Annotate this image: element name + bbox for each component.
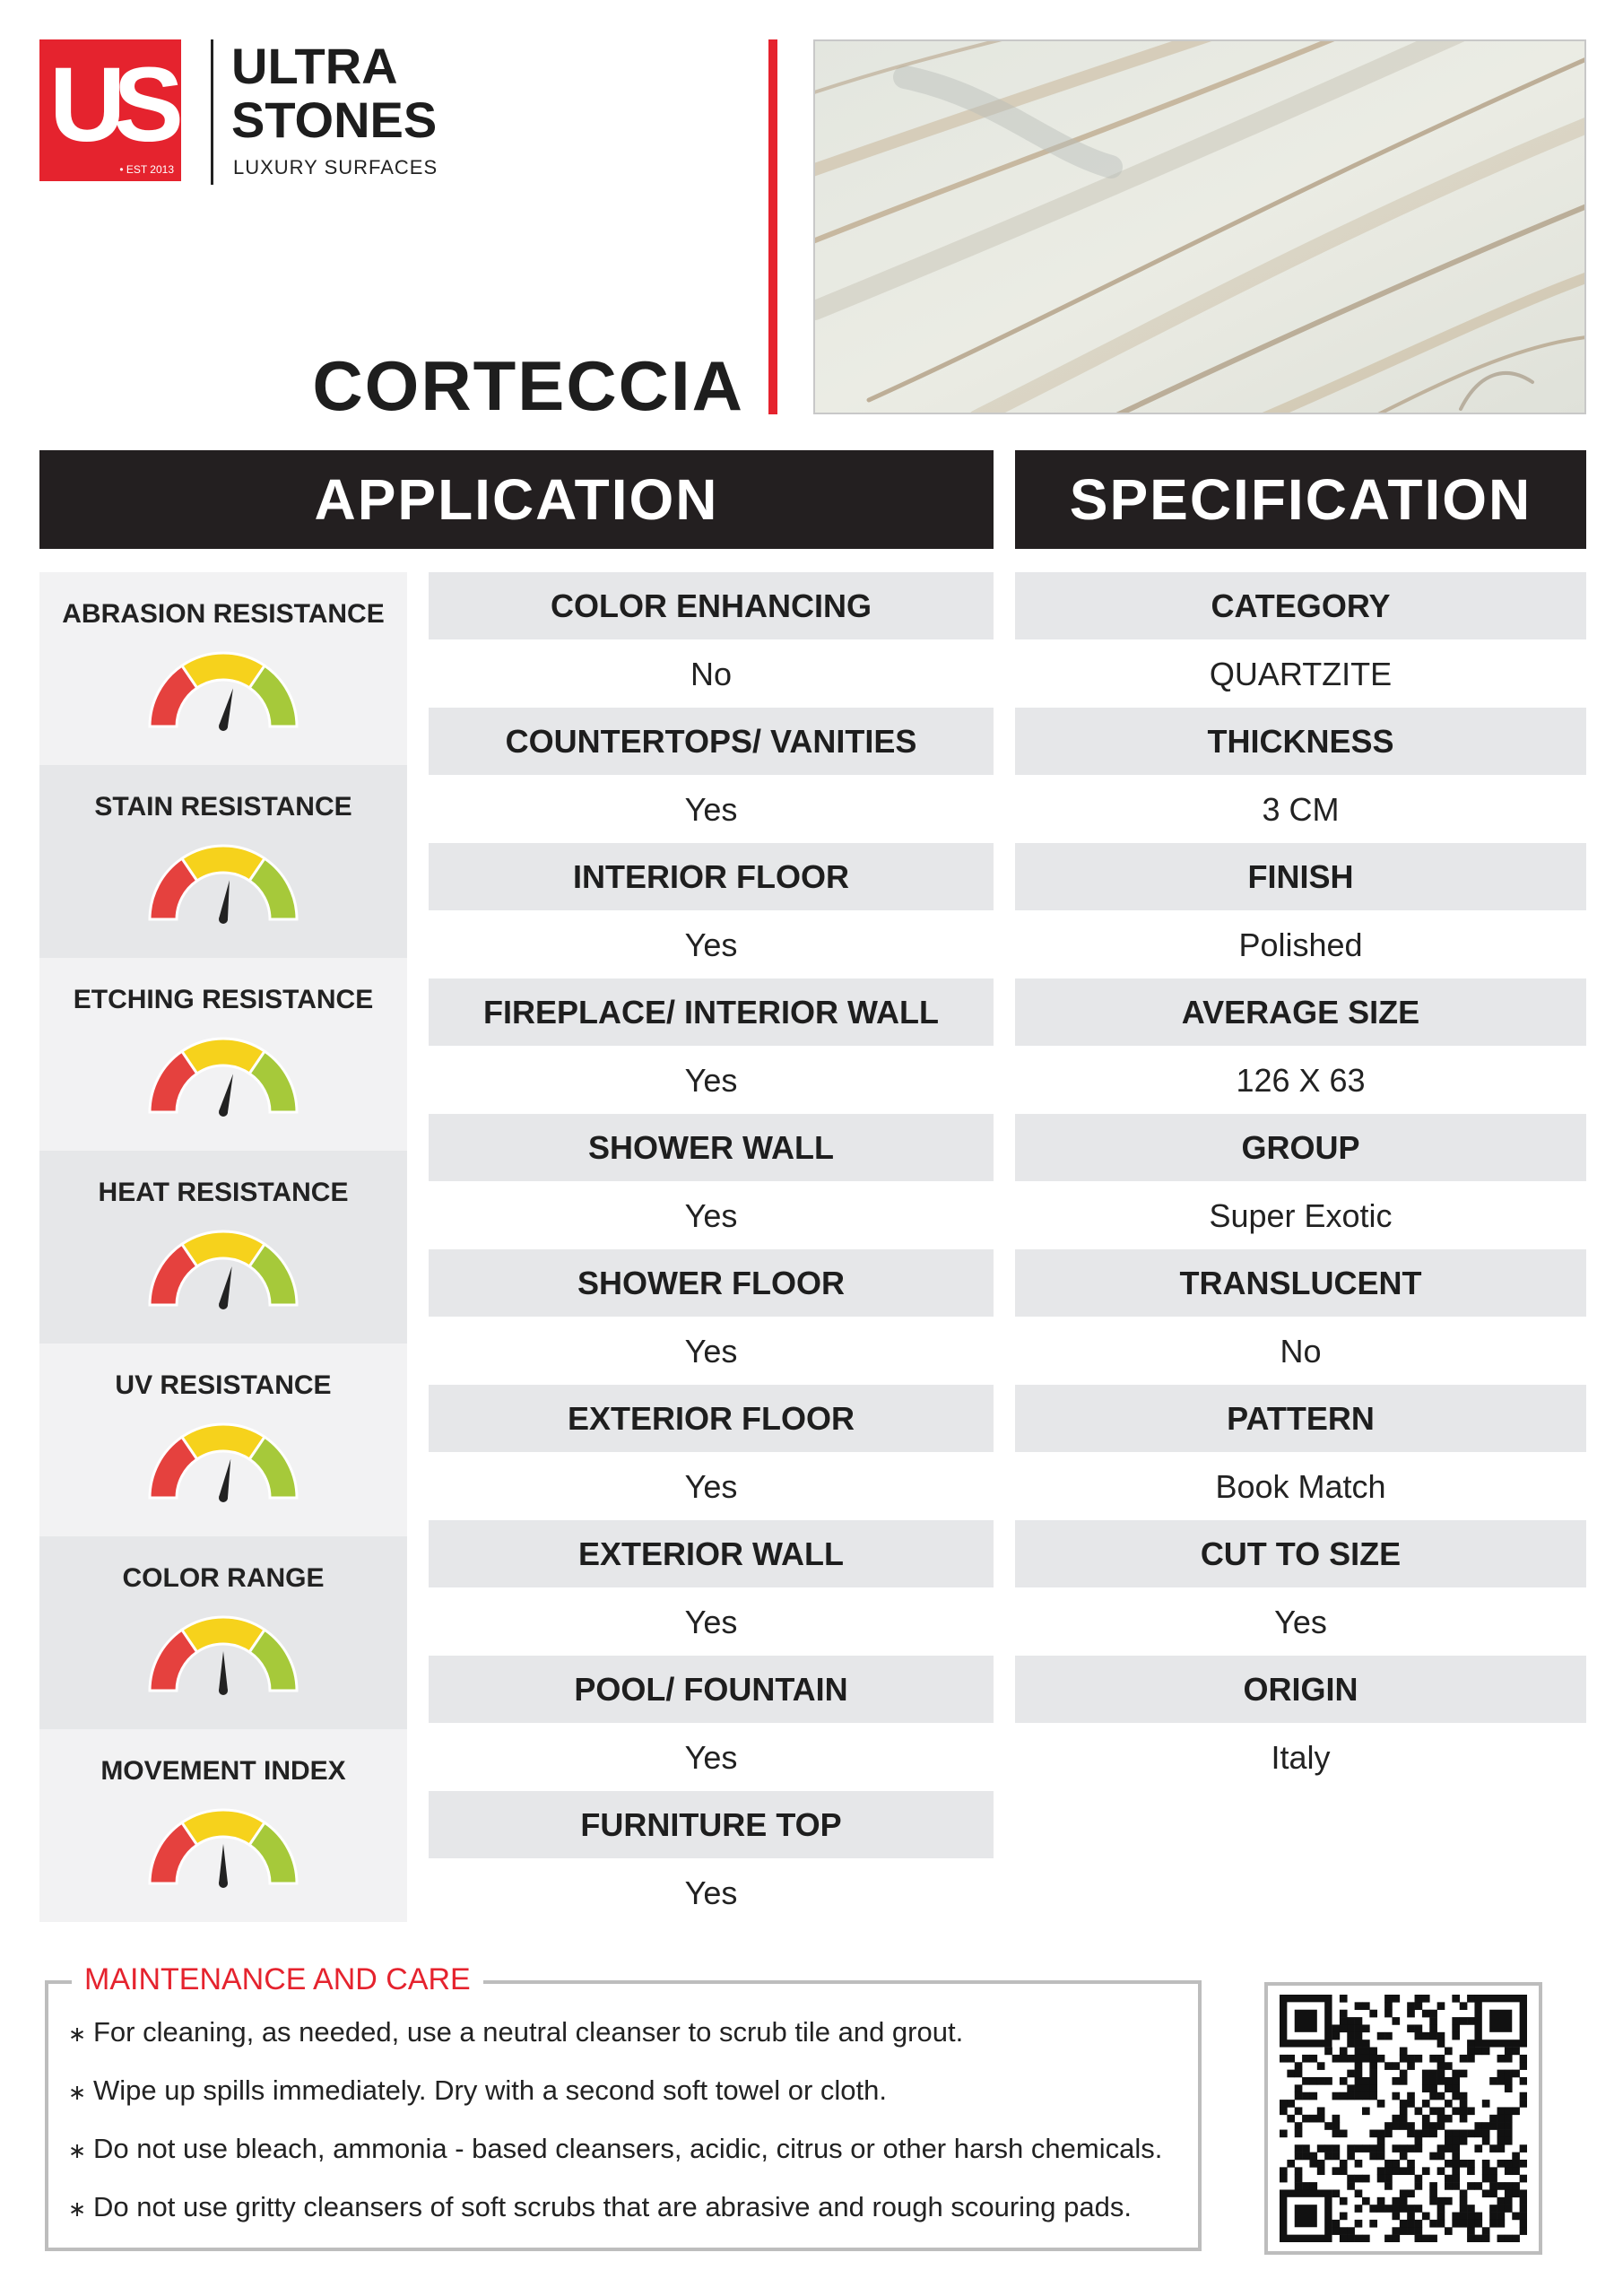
- maintenance-item: [68, 2016, 963, 2048]
- gauge-hub: [219, 1879, 228, 1888]
- gauge-cell: [39, 765, 407, 958]
- gauge-needle: [219, 1651, 228, 1691]
- specification-header: SPECIFICATION: [1015, 450, 1586, 549]
- gauge-cell: [39, 1344, 407, 1536]
- gauge-hub: [219, 1493, 228, 1502]
- gauge-hub: [219, 1300, 228, 1309]
- application-row-value: Yes: [429, 1859, 994, 1926]
- gauge-cell: [39, 958, 407, 1151]
- qr-code-image: [1280, 1995, 1527, 2242]
- specification-row-value: Italy: [1015, 1724, 1586, 1791]
- gauge-needle: [219, 1266, 231, 1306]
- maintenance-item-text: Wipe up spills immediately. Dry with a second soft towel or cloth.: [93, 2074, 887, 2106]
- specification-row-name: AVERAGE SIZE: [1015, 978, 1586, 1046]
- gauge-needle: [219, 688, 233, 727]
- application-header: APPLICATION: [39, 450, 994, 549]
- gauge-meter-icon: [147, 1610, 299, 1700]
- application-row-name: COLOR ENHANCING: [429, 572, 994, 639]
- application-row-value: Yes: [429, 1182, 994, 1249]
- qr-code-frame: [1264, 1982, 1542, 2255]
- gauge-hub: [219, 1686, 228, 1695]
- application-row-value: Yes: [429, 776, 994, 843]
- logo-established: • EST 2013: [119, 163, 174, 176]
- gauge-hub: [219, 915, 228, 924]
- maintenance-item-text: Do not use gritty cleansers of soft scrubs that are abrasive and rough scouring pads.: [93, 2191, 1132, 2222]
- gauge-label: UV RESISTANCE: [115, 1370, 332, 1400]
- gauge-hub: [219, 722, 228, 731]
- gauge-meter-icon: [147, 1224, 299, 1314]
- brand-divider: [211, 39, 213, 185]
- specification-row-value: QUARTZITE: [1015, 640, 1586, 708]
- gauge-cell: [39, 572, 407, 765]
- specification-row-value: 3 CM: [1015, 776, 1586, 843]
- application-row-name: SHOWER FLOOR: [429, 1249, 994, 1317]
- brand-name-line1: ULTRA: [231, 38, 398, 94]
- application-row-name: SHOWER WALL: [429, 1114, 994, 1181]
- specification-row-name: CATEGORY: [1015, 572, 1586, 639]
- brand-tagline: LUXURY SURFACES: [233, 156, 438, 178]
- gauge-meter-icon: [147, 1417, 299, 1507]
- maintenance-item: [68, 2074, 887, 2107]
- gauge-label: ABRASION RESISTANCE: [62, 599, 385, 629]
- gauge-cell: [39, 1536, 407, 1729]
- gauge-needle: [219, 1074, 233, 1113]
- stone-sample-image: [813, 39, 1586, 414]
- specification-row-value: Yes: [1015, 1588, 1586, 1656]
- application-row-name: FURNITURE TOP: [429, 1791, 994, 1858]
- gauge-meter-icon: [147, 1031, 299, 1121]
- accent-bar: [768, 39, 777, 414]
- application-row-name: INTERIOR FLOOR: [429, 843, 994, 910]
- product-name: CORTECCIA: [312, 346, 744, 425]
- gauge-meter-icon: [147, 646, 299, 735]
- specification-row-name: PATTERN: [1015, 1385, 1586, 1452]
- bullet-star-icon: ∗: [68, 2197, 87, 2222]
- bullet-star-icon: ∗: [68, 2022, 87, 2047]
- application-row-value: Yes: [429, 1047, 994, 1114]
- application-row-value: Yes: [429, 911, 994, 978]
- maintenance-title: MAINTENANCE AND CARE: [72, 1962, 483, 1997]
- specification-row-name: TRANSLUCENT: [1015, 1249, 1586, 1317]
- gauge-cell: [39, 1151, 407, 1344]
- application-row-name: EXTERIOR FLOOR: [429, 1385, 994, 1452]
- gauge-needle: [219, 1844, 228, 1883]
- specification-row-value: Polished: [1015, 911, 1586, 978]
- specification-row-value: Super Exotic: [1015, 1182, 1586, 1249]
- specification-row-value: Book Match: [1015, 1453, 1586, 1520]
- specification-row-value: No: [1015, 1318, 1586, 1385]
- gauge-label: COLOR RANGE: [122, 1563, 325, 1593]
- maintenance-item-text: For cleaning, as needed, use a neutral cleanser to scrub tile and grout.: [93, 2016, 964, 2048]
- gauge-meter-icon: [147, 1803, 299, 1892]
- application-row-value: Yes: [429, 1318, 994, 1385]
- gauge-label: HEAT RESISTANCE: [98, 1178, 349, 1207]
- specification-row-name: THICKNESS: [1015, 708, 1586, 775]
- brand-logo: [39, 39, 181, 181]
- application-row-value: No: [429, 640, 994, 708]
- specification-row-name: CUT TO SIZE: [1015, 1520, 1586, 1587]
- application-row-name: POOL/ FOUNTAIN: [429, 1656, 994, 1723]
- maintenance-item: [68, 2191, 1132, 2223]
- gauge-label: ETCHING RESISTANCE: [73, 985, 374, 1014]
- application-row-name: FIREPLACE/ INTERIOR WALL: [429, 978, 994, 1046]
- gauge-meter-icon: [147, 839, 299, 928]
- gauge-label: STAIN RESISTANCE: [94, 792, 352, 822]
- application-row-name: COUNTERTOPS/ VANITIES: [429, 708, 994, 775]
- specification-row-name: GROUP: [1015, 1114, 1586, 1181]
- logo-mark: US: [49, 46, 171, 164]
- bullet-star-icon: ∗: [68, 2139, 87, 2163]
- application-row-value: Yes: [429, 1453, 994, 1520]
- application-row-name: EXTERIOR WALL: [429, 1520, 994, 1587]
- application-row-value: Yes: [429, 1588, 994, 1656]
- gauge-needle: [219, 881, 230, 920]
- bullet-star-icon: ∗: [68, 2081, 87, 2105]
- maintenance-item-text: Do not use bleach, ammonia - based cleansers, acidic, citrus or other harsh chemicals.: [93, 2133, 1163, 2164]
- gauge-needle: [219, 1459, 230, 1499]
- specification-row-name: ORIGIN: [1015, 1656, 1586, 1723]
- specification-row-value: 126 X 63: [1015, 1047, 1586, 1114]
- gauge-hub: [219, 1108, 228, 1117]
- maintenance-item: [68, 2133, 1162, 2165]
- brand-name-line2: STONES: [231, 91, 438, 148]
- gauge-label: MOVEMENT INDEX: [100, 1756, 346, 1786]
- specification-row-name: FINISH: [1015, 843, 1586, 910]
- application-row-value: Yes: [429, 1724, 994, 1791]
- gauge-cell: [39, 1729, 407, 1922]
